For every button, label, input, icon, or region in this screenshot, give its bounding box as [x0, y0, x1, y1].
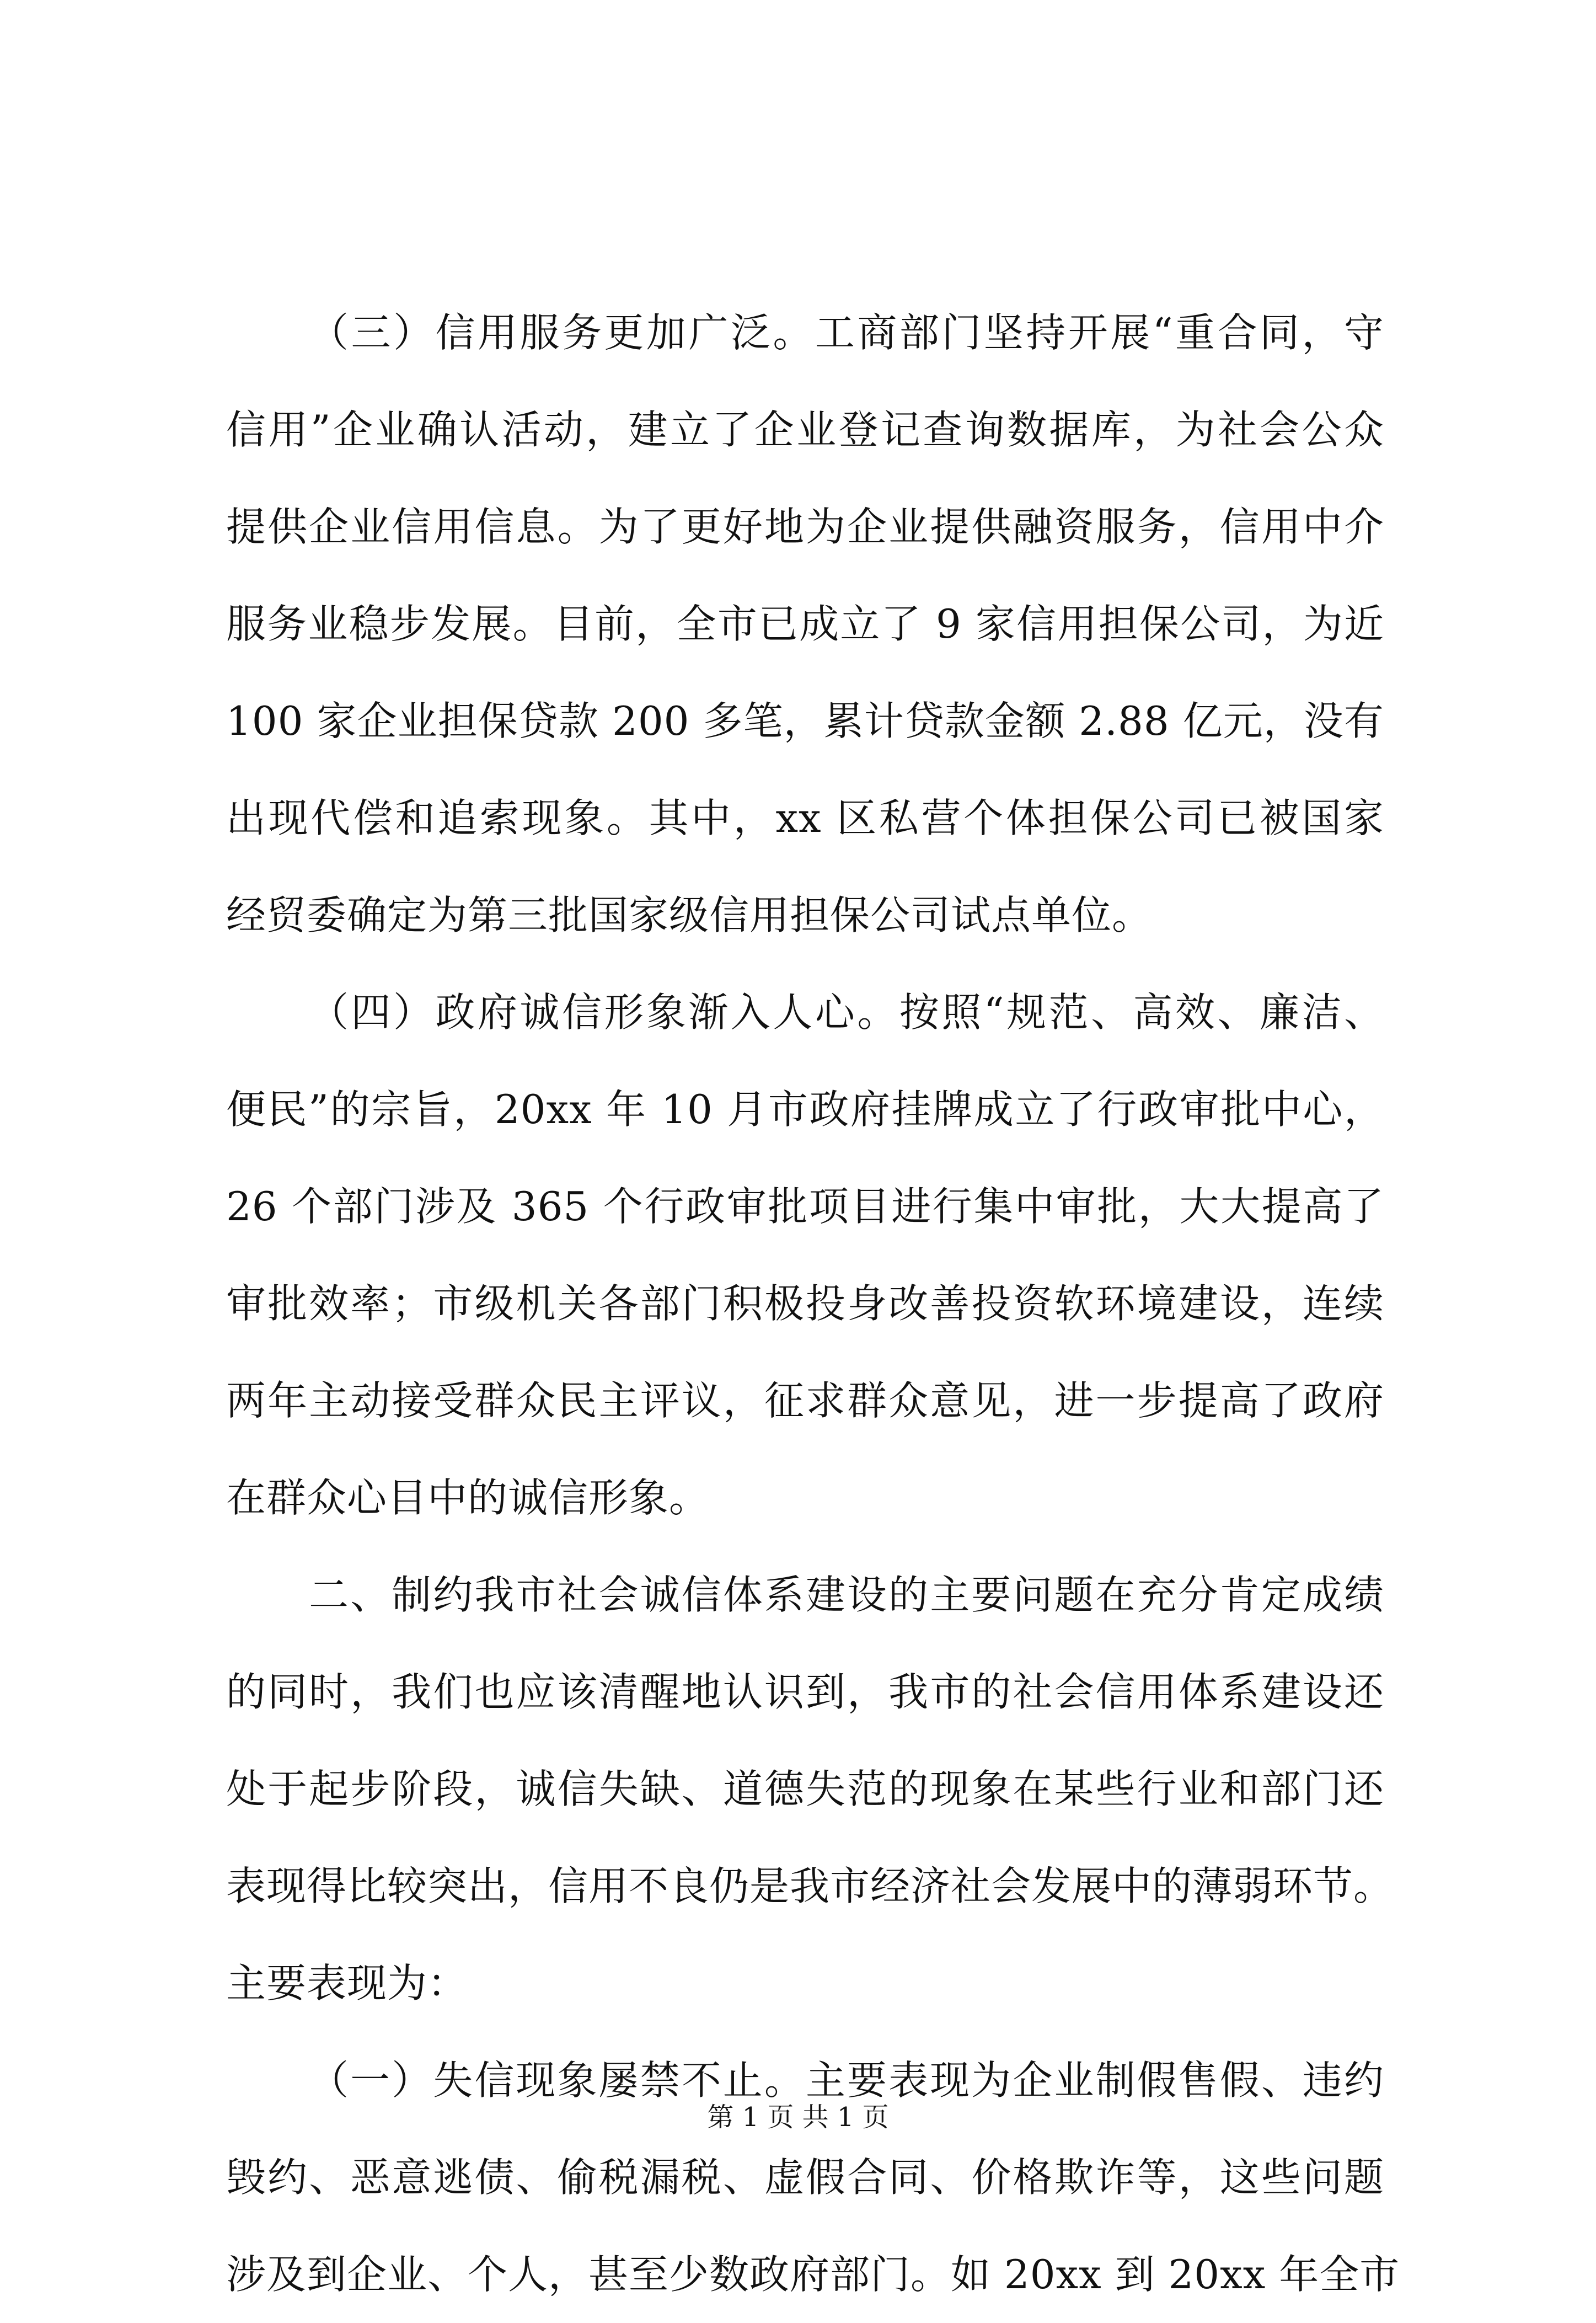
text-line: 100 家企业担保贷款 200 多笔，累计贷款金额 2.88 亿元，没有: [226, 698, 1384, 744]
text-line: 毁约、恶意逃债、偷税漏税、虚假合同、价格欺诈等，这些问题: [226, 2154, 1384, 2201]
text-line: 主要表现为：: [226, 1960, 468, 2006]
text-line: 在群众心目中的诚信形象。: [226, 1475, 710, 1521]
text-line: 便民”的宗旨，20xx 年 10 月市政府挂牌成立了行政审批中心，: [226, 1086, 1384, 1133]
text-line: 处于起步阶段，诚信失缺、道德失范的现象在某些行业和部门还: [226, 1766, 1384, 1812]
text-line: 二、制约我市社会诚信体系建设的主要问题在充分肯定成绩: [309, 1572, 1384, 1618]
text-line: （一）失信现象屡禁不止。主要表现为企业制假售假、违约: [309, 2057, 1384, 2103]
document-body: [226, 284, 1400, 2323]
text-line: 信用”企业确认活动，建立了企业登记查询数据库，为社会公众: [226, 407, 1384, 453]
text-line: 服务业稳步发展。目前，全市已成立了 9 家信用担保公司，为近: [226, 601, 1384, 647]
text-line: 出现代偿和追索现象。其中，xx 区私营个体担保公司已被国家: [226, 795, 1384, 841]
page-footer: 第 1 页 共 1 页: [707, 2102, 889, 2133]
text-line: 表现得比较突出，信用不良仍是我市经济社会发展中的薄弱环节。: [226, 1863, 1394, 1909]
text-line: 26 个部门涉及 365 个行政审批项目进行集中审批，大大提高了: [226, 1183, 1384, 1230]
text-line: （三）信用服务更加广泛。工商部门坚持开展“重合同，守: [309, 309, 1384, 356]
text-line: 提供企业信用信息。为了更好地为企业提供融资服务，信用中介: [226, 504, 1384, 550]
text-line: 两年主动接受群众民主评议，征求群众意见，进一步提高了政府: [226, 1377, 1384, 1424]
text-line: 经贸委确定为第三批国家级信用担保公司试点单位。: [226, 892, 1153, 938]
text-line: 的同时，我们也应该清醒地认识到，我市的社会信用体系建设还: [226, 1669, 1384, 1715]
text-line: （四）政府诚信形象渐入人心。按照“规范、高效、廉洁、: [309, 989, 1384, 1035]
text-line: 涉及到企业、个人，甚至少数政府部门。如 20xx 到 20xx 年全市: [226, 2251, 1400, 2298]
text-line: 审批效率；市级机关各部门积极投身改善投资软环境建设，连续: [226, 1280, 1384, 1327]
